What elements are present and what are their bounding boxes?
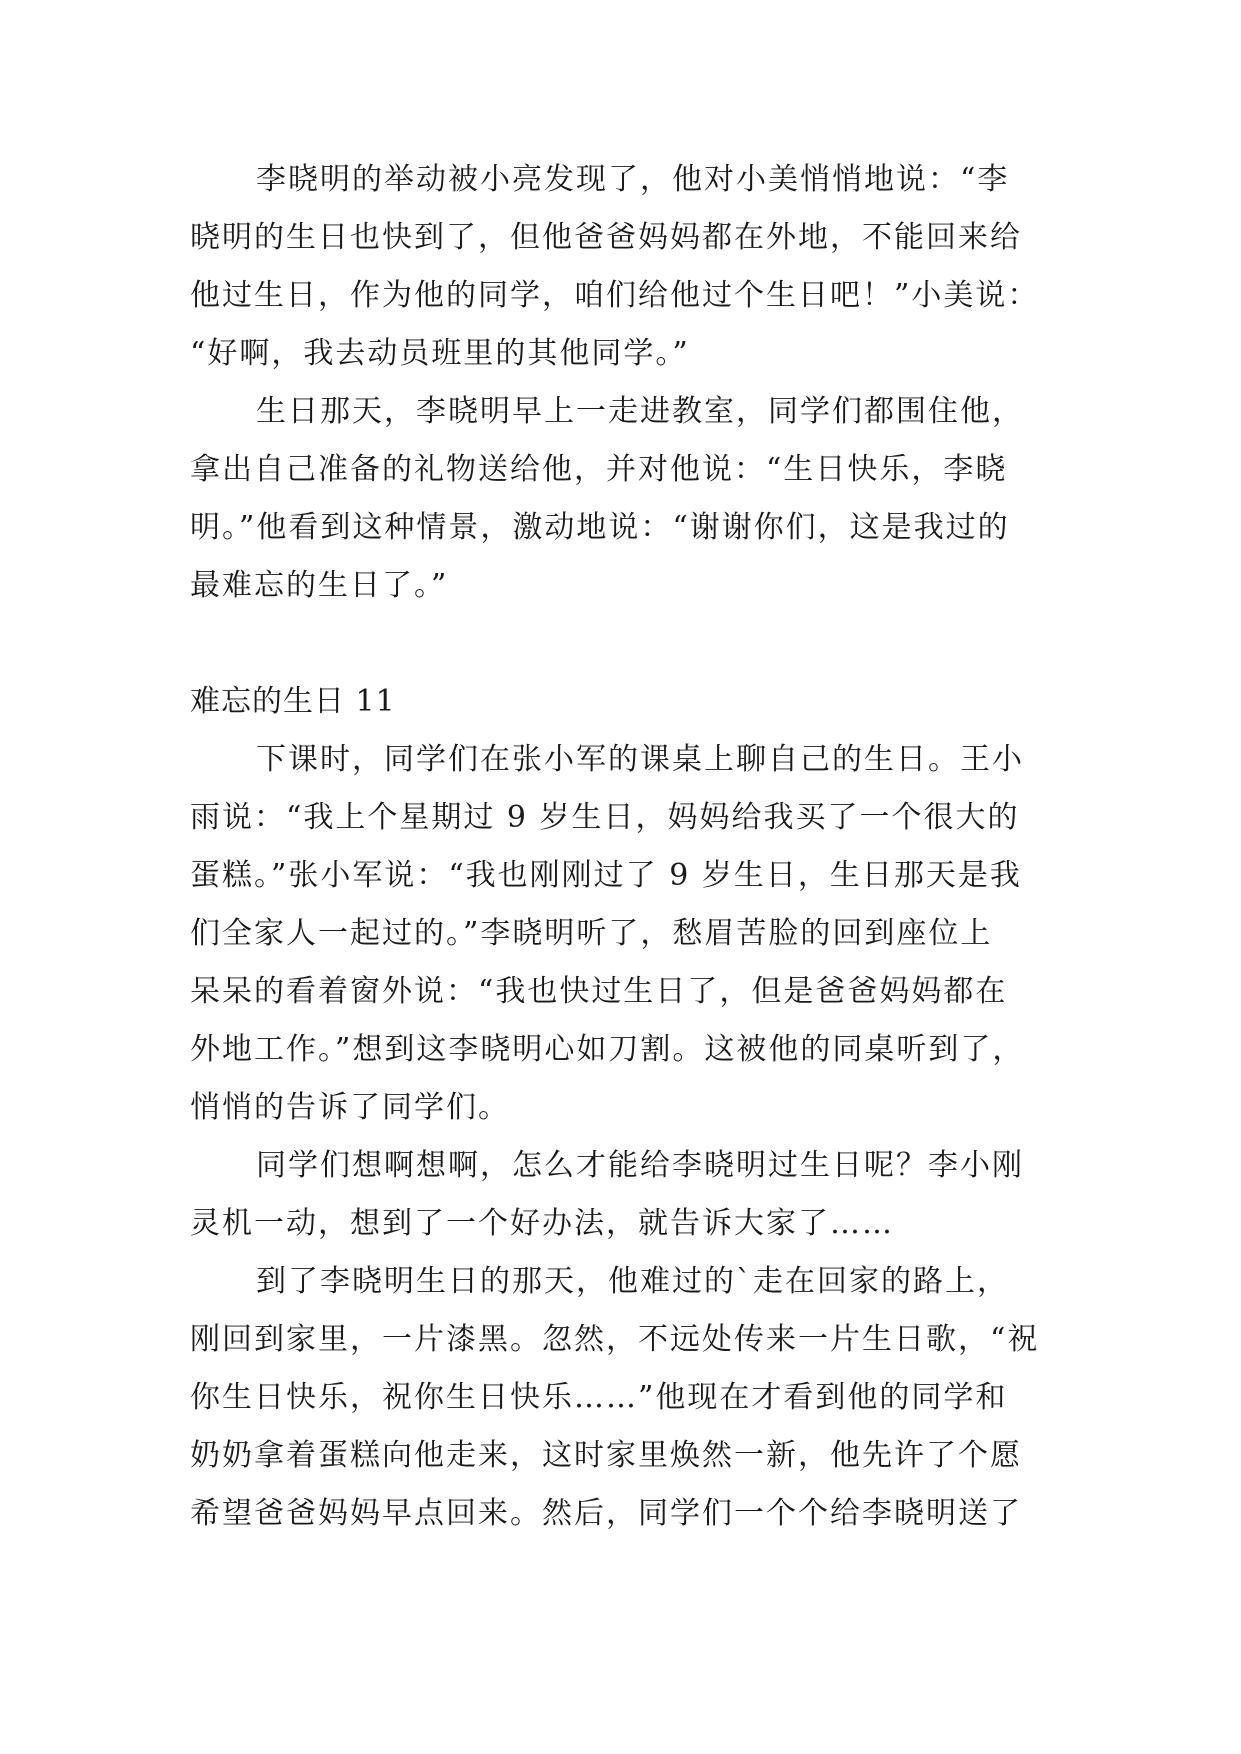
paragraph-line: “好啊，我去动员班里的其他同学。”: [190, 336, 690, 371]
paragraph-line: 外地工作。”想到这李晓明心如刀割。这被他的同桌听到了，: [190, 1032, 1025, 1067]
paragraph-line: 你生日快乐，祝你生日快乐……”他现在才看到他的同学和: [190, 1380, 1008, 1415]
paragraph-line: 李晓明的举动被小亮发现了，他对小美悄悄地说：“李: [256, 162, 1010, 197]
paragraph-line: 灵机一动，想到了一个好办法，就告诉大家了……: [190, 1206, 894, 1241]
paragraph-line: 蛋糕。”张小军说：“我也刚刚过了 9 岁生日，生日那天是我: [190, 858, 1022, 893]
paragraph-line: 拿出自己准备的礼物送给他，并对他说：“生日快乐，李晓: [190, 452, 1008, 487]
paragraph-line: 晓明的生日也快到了，但他爸爸妈妈都在外地，不能回来给: [190, 220, 1022, 255]
paragraph-line: 生日那天，李晓明早上一走进教室，同学们都围住他，: [256, 394, 1024, 429]
paragraph-line: 们全家人一起过的。”李晓明听了，愁眉苦脸的回到座位上: [190, 916, 993, 951]
paragraph-line: 悄悄的告诉了同学们。: [190, 1090, 510, 1125]
paragraph-line: 刚回到家里，一片漆黑。忽然，不远处传来一片生日歌，“祝: [190, 1322, 1040, 1357]
paragraph-line: 到了李晓明生日的那天，他难过的`走在回家的路上，: [256, 1264, 1009, 1299]
section-heading: 难忘的生日 11: [190, 684, 396, 719]
paragraph-line: 呆呆的看着窗外说：“我也快过生日了，但是爸爸妈妈都在: [190, 974, 1008, 1009]
paragraph-line: 雨说：“我上个星期过 9 岁生日，妈妈给我买了一个很大的: [190, 800, 1020, 835]
paragraph-line: 他过生日，作为他的同学，咱们给他过个生日吧！”小美说：: [190, 278, 1040, 313]
paragraph-line: 明。”他看到这种情景，激动地说：“谢谢你们，这是我过的: [190, 510, 1010, 545]
paragraph-line: 同学们想啊想啊，怎么才能给李晓明过生日呢？李小刚: [256, 1148, 1024, 1183]
paragraph-line: 奶奶拿着蛋糕向他走来，这时家里焕然一新，他先许了个愿: [190, 1438, 1022, 1473]
paragraph-line: 下课时，同学们在张小军的课桌上聊自己的生日。王小: [256, 742, 1024, 777]
paragraph-line: 最难忘的生日了。”: [190, 568, 449, 603]
paragraph-line: 希望爸爸妈妈早点回来。然后，同学们一个个给李晓明送了: [190, 1496, 1022, 1531]
